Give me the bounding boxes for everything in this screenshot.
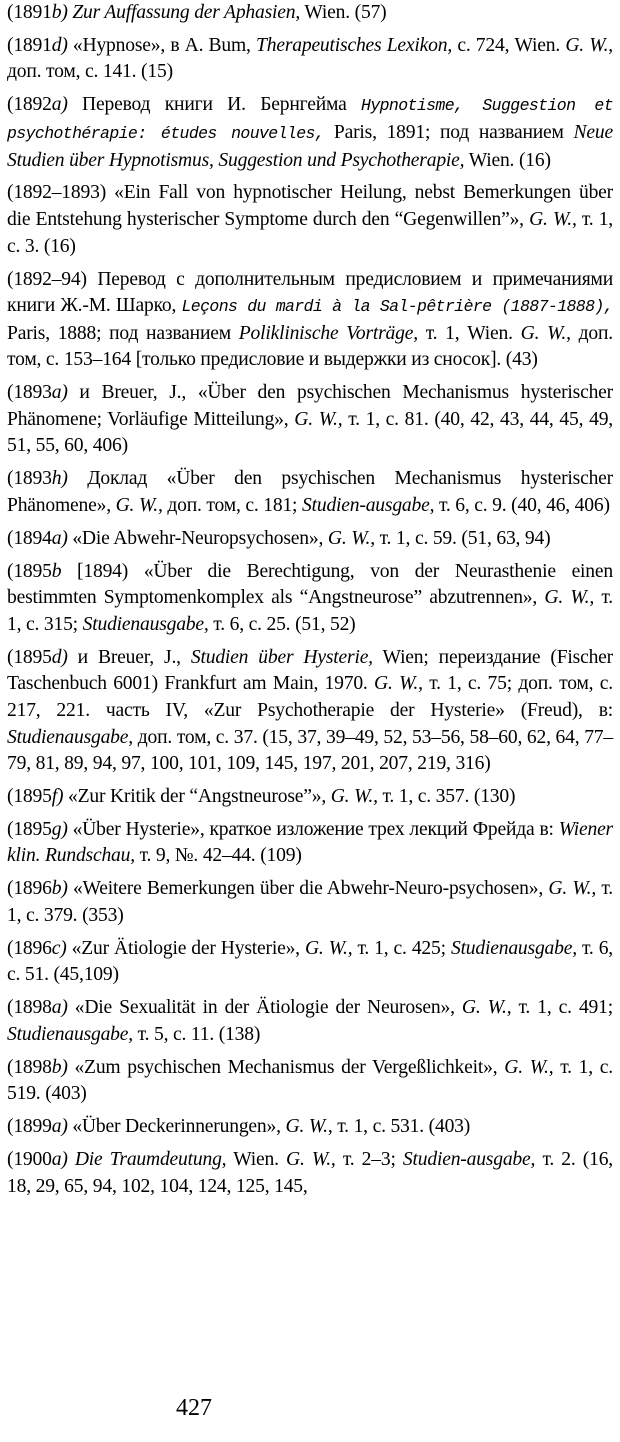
- entry-text: т. 1, с. 3. (16): [7, 209, 613, 257]
- entry-title-italic: d): [51, 34, 68, 56]
- bibliography-entry: [7, 559, 613, 639]
- entry-text: (1896: [7, 878, 52, 900]
- entry-title-italic: Studienausgabe,: [450, 937, 577, 959]
- entry-text: (1899: [7, 1116, 52, 1138]
- entry-text: т. 1, с. 357. (130): [377, 786, 516, 807]
- bibliography-entry: [7, 645, 613, 778]
- entry-text: т. 1, с. 59. (51, 63, 94): [374, 527, 551, 549]
- entry-text: т. 1, с. 519. (403): [7, 1056, 613, 1105]
- entry-text: т. 1, Wien.: [417, 322, 521, 344]
- bibliography-entry: [7, 33, 613, 86]
- entry-title-italic: b) Zur Auffassung der Aphasien,: [51, 2, 301, 23]
- entry-title-italic: Studienausgabe,: [82, 613, 209, 635]
- entry-text: (1893: [7, 468, 52, 490]
- entry-text: (1893: [7, 382, 52, 404]
- entry-text: (1891: [7, 2, 52, 23]
- bibliography-entry: [7, 466, 613, 519]
- entry-text: «Hypnose», в A. Bum,: [67, 34, 257, 56]
- entry-title-italic: G. W.,: [461, 997, 512, 1019]
- entry-title-italic: b: [51, 560, 62, 582]
- entry-title-italic: a): [51, 997, 68, 1019]
- entry-title-italic: b): [51, 878, 68, 900]
- entry-text: Paris, 1888; под названием: [7, 322, 239, 344]
- entry-title-italic: G. W.,: [286, 1149, 336, 1171]
- bibliography-entry: [7, 180, 613, 260]
- entry-text: «Die Abwehr-Neuropsychosen»,: [67, 527, 328, 549]
- entry-text: (1898: [7, 1056, 52, 1078]
- entry-title-italic: G. W.,: [285, 1116, 333, 1138]
- entry-text: (1892–94) Перевод с дополнительным предисловием и примечаниями книги Ж.-М. Шарко,: [7, 268, 613, 317]
- entry-title-italic: c): [51, 937, 67, 959]
- entry-text: (1895: [7, 560, 52, 582]
- entry-text: с. 724, Wien.: [452, 34, 566, 56]
- entry-text: т. 9, №. 42–44. (109): [134, 845, 302, 867]
- entry-text: т. 1, с. 425;: [352, 937, 451, 959]
- entry-text: «Über Hysterie», краткое изложение трех лекций Фрейда в:: [67, 818, 559, 840]
- entry-title-italic: a): [51, 94, 68, 116]
- entry-text: т. 1, с. 531. (403): [332, 1116, 471, 1138]
- entry-title-italic: g): [51, 818, 68, 840]
- bibliography-entry: [7, 817, 613, 870]
- entry-title-italic: G. W.,: [548, 878, 597, 900]
- entry-text: т. 1, с. 75; доп. том, с. 217, 221. часть IV, «Zur Psychotherapie der Hysterie» (Freud), в:: [7, 673, 613, 721]
- entry-text: т. 2. (16, 18, 29, 65, 94, 102, 104, 124, 125, 145,: [7, 1149, 613, 1197]
- entry-title-italic: d): [51, 646, 68, 668]
- bibliography-entry: [7, 936, 613, 989]
- entry-title-italic: b): [51, 1056, 68, 1078]
- entry-text: (1892–1893) «Ein Fall von hypnotischer Heilung, nebst Bemerkungen über die Entstehung hysterischer Symptome durch den “Gegenwillen”»,: [7, 182, 613, 231]
- entry-title-italic: Hypnotisme, Suggestion et psychothérapie: études nouvelles,: [7, 96, 613, 143]
- entry-text: [1894) «Über die Berechtigung, von der Neurasthenie einen bestimmten Symptomenkomplex als “Angstneurose” abzutrennen»,: [7, 560, 613, 609]
- bibliography-entry: [7, 1055, 613, 1108]
- entry-text: (1900: [7, 1149, 52, 1171]
- entry-text: (1898: [7, 997, 52, 1019]
- entry-text: «Die Sexualität in der Ätiologie der Neurosen»,: [67, 997, 462, 1019]
- entry-text: доп. том, с. 181;: [162, 494, 302, 516]
- entry-text: «Zum psychischen Mechanismus der Vergeßlichkeit»,: [67, 1056, 505, 1078]
- entry-text: т. 1, с. 491;: [511, 997, 613, 1019]
- entry-text: и Breuer, J.,: [67, 646, 191, 668]
- entry-text: т. 2–3;: [335, 1149, 403, 1171]
- entry-title-italic: G. W.,: [520, 322, 571, 344]
- entry-text: Wien. (57): [300, 2, 387, 23]
- entry-title-italic: a) Die Traumdeutung,: [51, 1149, 227, 1171]
- entry-text: Wien. (16): [464, 149, 551, 171]
- entry-title-italic: G. W.,: [544, 587, 595, 609]
- entry-text: (1892: [7, 94, 52, 116]
- entry-text: Wien.: [226, 1149, 287, 1171]
- entry-text: (1895: [7, 818, 52, 840]
- entry-title-italic: a): [51, 1116, 68, 1138]
- bibliography-entry: [7, 784, 613, 811]
- entry-text: доп. том, с. 37. (15, 37, 39–49, 52, 53–56, 58–60, 62, 64, 77–79, 81, 89, 94, 97, 100, 101, 109, 145, 197, 201, 207, 219, 316): [7, 726, 613, 775]
- entry-text: т. 6, с. 51. (45,109): [7, 937, 614, 986]
- entry-title-italic: Leçons du mardi à la Sal-pêtrière (1887-1888),: [181, 297, 613, 317]
- entry-title-italic: G. W.,: [565, 34, 613, 56]
- entry-text: и Breuer, J., «Über den psychischen Mechanismus hysterischer Phänomene; Vorläufige Mitteilung»,: [7, 382, 613, 430]
- entry-text: (1895: [7, 646, 52, 668]
- entry-text: т. 5, с. 11. (138): [132, 1023, 261, 1045]
- entry-text: Wien; переиздание (Fischer Taschenbuch 6001) Frankfurt am Main, 1970.: [7, 646, 613, 695]
- entry-text: Доклад «Über den psychischen Mechanismus hysterischer Phänomene»,: [7, 468, 613, 516]
- entry-title-italic: G. W.,: [304, 937, 353, 959]
- entry-title-italic: G. W.,: [529, 209, 577, 231]
- entry-text: т. 6, с. 9. (40, 46, 406): [434, 494, 610, 516]
- bibliography-entry: [7, 0, 613, 27]
- entry-title-italic: G. W.,: [374, 673, 423, 695]
- entry-title-italic: G. W.,: [294, 408, 343, 430]
- page-number: 427: [176, 1395, 212, 1421]
- entry-text: доп. том, с. 141. (15): [7, 61, 173, 83]
- bibliography-entry: [7, 1147, 613, 1200]
- bibliography-list: [7, 0, 613, 1207]
- bibliography-entry: [7, 995, 613, 1048]
- entry-title-italic: G. W.,: [327, 527, 375, 549]
- entry-text: «Weitere Bemerkungen über die Abwehr-Neuro-psychosen»,: [67, 878, 549, 900]
- entry-title-italic: Therapeutisches Lexikon,: [256, 34, 453, 56]
- entry-title-italic: f): [51, 786, 64, 807]
- entry-text: (1895: [7, 786, 52, 807]
- bibliography-entry: [7, 526, 613, 553]
- entry-text: Paris, 1891; под названием: [324, 121, 574, 143]
- bibliography-entry: [7, 267, 613, 374]
- entry-title-italic: Studien-ausgabe,: [402, 1149, 536, 1171]
- entry-title-italic: Studien über Hysterie,: [190, 646, 373, 668]
- entry-text: «Zur Kritik der “Angstneurose”»,: [63, 786, 331, 807]
- entry-title-italic: Studienausgabe,: [7, 726, 133, 748]
- entry-title-italic: G. W.,: [330, 786, 378, 807]
- entry-title-italic: Studien-ausgabe,: [302, 494, 435, 516]
- entry-title-italic: Poliklinische Vorträge,: [238, 322, 418, 344]
- entry-text: (1894: [7, 527, 52, 549]
- entry-title-italic: Neue Studien über Hypnotismus, Suggestion und Psychotherapie,: [7, 121, 613, 171]
- entry-text: (1896: [7, 937, 52, 959]
- entry-title-italic: Wiener klin. Rundschau,: [7, 818, 613, 867]
- entry-title-italic: a): [51, 527, 68, 549]
- bibliography-entry: [7, 876, 613, 929]
- entry-text: Перевод книги И. Бернгейма: [67, 94, 362, 116]
- entry-text: «Zur Ätiologie der Hysterie»,: [66, 937, 305, 959]
- entry-text: т. 1, с. 81. (40, 42, 43, 44, 45, 49, 51, 55, 60, 406): [7, 408, 613, 457]
- bibliography-entry: [7, 380, 613, 460]
- entry-title-italic: G. W.,: [115, 494, 163, 516]
- bibliography-entry: [7, 1114, 613, 1141]
- entry-title-italic: Studienausgabe,: [7, 1023, 133, 1045]
- entry-text: «Über Deckerinnerungen»,: [67, 1116, 286, 1138]
- entry-title-italic: a): [51, 382, 68, 404]
- entry-text: т. 6, с. 25. (51, 52): [208, 613, 356, 635]
- bibliography-entry: [7, 92, 613, 174]
- entry-text: т. 1, с. 379. (353): [7, 878, 613, 926]
- entry-text: т. 1, с. 315;: [7, 587, 613, 635]
- entry-title-italic: h): [51, 468, 68, 490]
- entry-text: (1891: [7, 34, 52, 56]
- entry-title-italic: G. W.,: [504, 1056, 554, 1078]
- entry-text: доп. том, с. 153–164 [только предисловие и выдержки из сносок]. (43): [7, 322, 613, 371]
